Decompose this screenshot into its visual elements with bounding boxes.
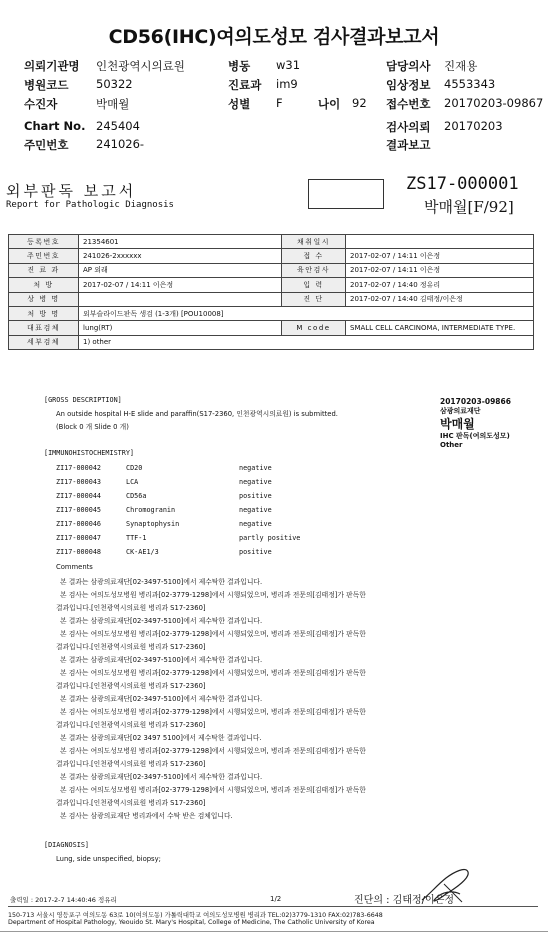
ihc-result: negative: [239, 520, 272, 528]
table-row: [9, 249, 534, 263]
ihc-marker: Chromogranin: [126, 506, 176, 514]
field-label-receipt-no: 접수번호: [386, 97, 431, 111]
bottom-divider: [0, 931, 548, 932]
ihc-row: [56, 520, 272, 528]
field-value-resident-no: 241026-: [96, 137, 145, 151]
grid-label: 세부검체: [9, 335, 79, 349]
diagnosis-line1: Lung, side unspecified, biopsy;: [56, 855, 161, 863]
ihc-code: ZI17-000046: [56, 520, 102, 528]
field-label-sex: 성별: [228, 97, 251, 111]
ihc-result: negative: [239, 464, 272, 472]
grid-label: 등록번호: [9, 235, 79, 249]
grid-label: 처 방 명: [9, 306, 79, 320]
field-value-sex: F: [276, 96, 283, 110]
ihc-code: ZI17-000042: [56, 464, 102, 472]
address-english: Department of Hospital Pathology, Yeouido St. Mary's Hospital, College of Medicine, The Catholic University of Korea: [8, 919, 375, 926]
patient-info-table: [8, 234, 534, 350]
comment-line: 본 검사는 여의도성모병원 병리과[02-3779-1298]에서 시행되었으며, 병리과 전문의[김태정]가 판독한: [60, 630, 366, 638]
field-value-hospital-code: 50322: [96, 77, 133, 91]
print-info: 출력일 : 2017-2-7 14:40:46 정유리: [10, 896, 117, 904]
signature-mark: [416, 864, 476, 906]
stamp-line1: IHC 판독(여의도성모): [440, 432, 510, 440]
grid-value: 외부슬라이드판독 생검 (1-3개) [POU10008]: [79, 306, 534, 320]
comments-label: Comments: [56, 563, 93, 571]
grid-label: 채취일시: [282, 235, 346, 249]
ihc-row: [56, 534, 300, 542]
field-label-patient: 수진자: [24, 97, 58, 111]
field-label-resident-no: 주민번호: [24, 138, 69, 152]
stamp-name: 박매월: [440, 417, 475, 431]
ihc-marker: TTF-1: [126, 534, 147, 542]
comment-line: 본 결과는 삼광의료재단[02-3497-5100]에서 제수탁한 결과입니다.: [60, 656, 263, 664]
comment-line: 본 검사는 여의도성모병원 병리과[02-3779-1298]에서 시행되었으며, 병리과 전문의[김태정]가 판독한: [60, 669, 366, 677]
stamp-code: 20170203-09866: [440, 397, 511, 406]
ihc-marker: CD56a: [126, 492, 147, 500]
image-box: [308, 179, 384, 209]
comment-line: 결과입니다.[인천광역시의료원 병리과 S17-2360]: [56, 760, 206, 768]
comment-line: 결과입니다.[인천광역시의료원 병리과 S17-2360]: [56, 643, 206, 651]
grid-value: SMALL CELL CARCINOMA, INTERMEDIATE TYPE.: [346, 321, 534, 335]
table-row: [9, 278, 534, 292]
diagnosis-heading: [DIAGNOSIS]: [44, 841, 90, 849]
ihc-marker: LCA: [126, 478, 139, 486]
ihc-row: [56, 492, 272, 500]
grid-label: 대표검체: [9, 321, 79, 335]
grid-value: 241026-2xxxxxx: [79, 249, 282, 263]
grid-value: lung(RT): [79, 321, 282, 335]
ihc-row: [56, 464, 272, 472]
comment-line: 본 결과는 삼광의료재단[02-3497-5100]에서 제수탁한 결과입니다.: [60, 617, 263, 625]
field-value-test-request: 20170203: [444, 119, 503, 133]
comment-line: 본 검사는 여의도성모병원 병리과[02-3779-1298]에서 시행되었으며, 병리과 전문의[김태정]가 판독한: [60, 786, 366, 794]
ihc-code: ZI17-000045: [56, 506, 102, 514]
ihc-marker: CD20: [126, 464, 143, 472]
grid-value: 2017-02-07 / 14:11 이은정: [79, 278, 282, 292]
stamp-line2: Other: [440, 441, 463, 449]
comment-line: 본 검사는 여의도성모병원 병리과[02-3779-1298]에서 시행되었으며, 병리과 전문의[김태정]가 판독한: [60, 747, 366, 755]
grid-label: 상 병 명: [9, 292, 79, 306]
field-label-clinical-info: 임상정보: [386, 78, 431, 92]
page-number: 1/2: [270, 895, 282, 903]
report-title: CD56(IHC)여의도성모 검사결과보고서: [108, 26, 440, 48]
grid-label: 진 료 과: [9, 263, 79, 277]
field-value-ward: w31: [276, 58, 301, 72]
ihc-heading: [IMMUNOHISTOCHEMISTRY]: [44, 449, 135, 457]
field-value-patient: 박매월: [96, 97, 130, 111]
patient-name-header: 박매월[F/92]: [424, 198, 514, 216]
grid-label: M code: [282, 321, 346, 335]
ihc-result: negative: [239, 478, 272, 486]
table-row: [9, 306, 534, 320]
field-label-requesting-institution: 의뢰기관명: [24, 59, 80, 73]
field-label-chart-no: Chart No.: [24, 119, 86, 133]
comment-line: 본 검사는 여의도성모병원 병리과[02-3779-1298]에서 시행되었으며, 병리과 전문의[김태정]가 판독한: [60, 591, 366, 599]
report-heading-english: Report for Pathologic Diagnosis: [6, 200, 174, 210]
gross-line1: An outside hospital H-E slide and paraffin(S17-2360, 인천광역시의료원) is submitted.: [56, 410, 338, 418]
scanned-report: [4, 168, 544, 926]
comment-line: 본 결과는 삼광의료재단[02-3497-5100]에서 제수탁한 결과입니다.: [60, 578, 263, 586]
ihc-result: positive: [239, 492, 272, 500]
grid-label: 주민번호: [9, 249, 79, 263]
grid-label: 입 력: [282, 278, 346, 292]
report-heading-korean: 외부판독 보고서: [6, 182, 137, 200]
ihc-code: ZI17-000048: [56, 548, 102, 556]
comment-line: 결과입니다.[인천광역시의료원 병리과 S17-2360]: [56, 604, 206, 612]
ihc-result: positive: [239, 548, 272, 556]
table-row: [9, 235, 534, 249]
table-row: [9, 321, 534, 335]
grid-label: 진 단: [282, 292, 346, 306]
grid-value: 1) other: [79, 335, 534, 349]
comment-line: 본 결과는 삼광의료재단[02-3497-5100]에서 제수탁한 결과입니다.: [60, 695, 263, 703]
field-label-department: 진료과: [228, 78, 262, 92]
field-label-ward: 병동: [228, 59, 251, 73]
table-row: [9, 335, 534, 349]
stamp-org: 삼광의료재단: [440, 407, 481, 415]
signed-by: 진단의 : 김태정/이은정: [354, 895, 455, 906]
table-row: [9, 263, 534, 277]
ihc-row: [56, 548, 272, 556]
field-label-age: 나이: [318, 97, 341, 111]
grid-value: [346, 235, 534, 249]
comment-line: 결과입니다.[인천광역시의료원 병리과 S17-2360]: [56, 682, 206, 690]
field-value-department: im9: [276, 77, 298, 91]
grid-label: 접 수: [282, 249, 346, 263]
ihc-row: [56, 478, 272, 486]
grid-value: 2017-02-07 / 14:11 이은정: [346, 249, 534, 263]
grid-value: 2017-02-07 / 14:11 이은정: [346, 263, 534, 277]
grid-value: AP 외래: [79, 263, 282, 277]
comment-line: 본 검사는 여의도성모병원 병리과[02-3779-1298]에서 시행되었으며, 병리과 전문의[김태정]가 판독한: [60, 708, 366, 716]
grid-value: 2017-02-07 / 14:40 김태정/이은정: [346, 292, 534, 306]
gross-heading: [GROSS DESCRIPTION]: [44, 396, 122, 404]
comment-line: 본 결과는 삼광의료재단[02-3497-5100]에서 제수탁한 결과입니다.: [60, 773, 263, 781]
footer-divider: [8, 906, 538, 907]
ihc-code: ZI17-000044: [56, 492, 102, 500]
ihc-row: [56, 506, 272, 514]
field-value-clinical-info: 4553343: [444, 77, 496, 91]
field-value-receipt-no: 20170203-09867: [444, 96, 544, 110]
comment-line: 본 결과는 삼광의료재단[02 3497 5100]에서 제수탁한 결과입니다.: [60, 734, 262, 742]
field-label-result-report: 결과보고: [386, 138, 431, 152]
grid-label: 육안검사: [282, 263, 346, 277]
comment-line: 결과입니다.[인천광역시의료원 병리과 S17-2360]: [56, 799, 206, 807]
ihc-code: ZI17-000047: [56, 534, 102, 542]
field-value-chart-no: 245404: [96, 119, 140, 133]
case-number: ZS17-000001: [406, 174, 519, 194]
grid-label: 처 방: [9, 278, 79, 292]
address-korean: 150-713 서울시 영등포구 여의도동 63로 10(여의도동) 가톨릭대학교 여의도성모병원 병리과 TEL:02)3779-1310 FAX:02)783-6648: [8, 912, 383, 919]
ihc-result: partly positive: [239, 534, 301, 542]
ihc-result: negative: [239, 506, 272, 514]
grid-value: 21354601: [79, 235, 282, 249]
gross-line2: (Block 0 개 Slide 0 개): [56, 423, 129, 431]
ihc-marker: CK-AE1/3: [126, 548, 159, 556]
comment-line: 본 검사는 삼광의료재단 병리과에서 수탁 받은 검체입니다.: [60, 812, 233, 820]
ihc-code: ZI17-000043: [56, 478, 102, 486]
grid-value: 2017-02-07 / 14:40 정유리: [346, 278, 534, 292]
field-value-age: 92: [352, 96, 367, 110]
field-label-attending-doctor: 담당의사: [386, 59, 431, 73]
table-row: [9, 292, 534, 306]
field-label-test-request: 검사의뢰: [386, 120, 431, 134]
comment-line: 결과입니다.[인천광역시의료원 병리과 S17-2360]: [56, 721, 206, 729]
grid-value: [79, 292, 282, 306]
field-value-attending-doctor: 진재용: [444, 59, 478, 73]
field-label-hospital-code: 병원코드: [24, 78, 69, 92]
ihc-marker: Synaptophysin: [126, 520, 180, 528]
field-value-requesting-institution: 인천광역시의료원: [96, 59, 185, 73]
